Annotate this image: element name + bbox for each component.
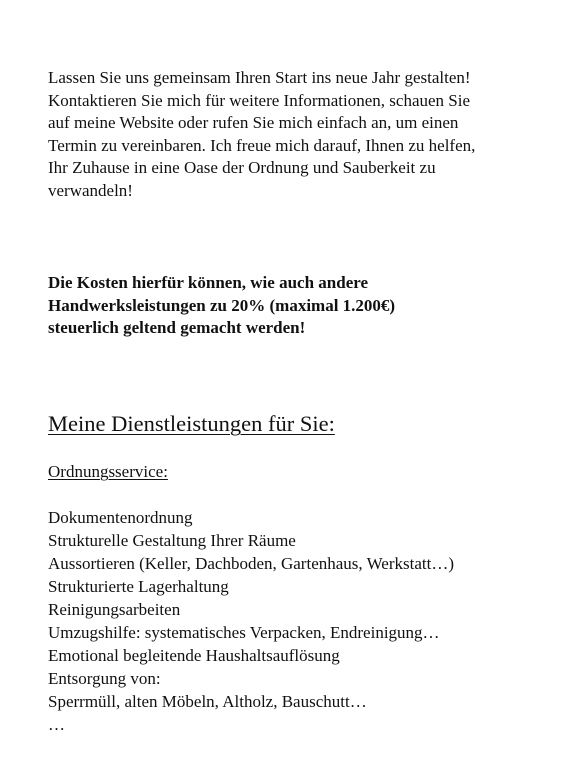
tax-notice-paragraph xyxy=(48,272,548,340)
services-subheading: Ordnungsservice: xyxy=(48,462,168,481)
service-item: Reinigungsarbeiten xyxy=(48,600,181,619)
service-list xyxy=(48,506,454,736)
tax-notice-line: Handwerksleistungen zu 20% (maximal 1.200€) xyxy=(48,295,396,315)
intro-line: Kontaktieren Sie mich für weitere Informationen, schauen Sie xyxy=(48,90,471,110)
service-item: Strukturelle Gestaltung Ihrer Räume xyxy=(48,531,296,550)
service-item: … xyxy=(48,715,65,734)
service-item: Umzugshilfe: systematisches Verpacken, Endreinigung… xyxy=(48,623,440,642)
intro-paragraph xyxy=(48,67,548,202)
tax-notice-line: Die Kosten hierfür können, wie auch andere xyxy=(48,273,369,292)
service-item: Dokumentenordnung xyxy=(48,508,193,527)
intro-line: Termin zu vereinbaren. Ich freue mich darauf, Ihnen zu helfen, xyxy=(48,135,476,155)
intro-line: Ihr Zuhause in eine Oase der Ordnung und Sauberkeit zu xyxy=(48,158,436,177)
service-item: Sperrmüll, alten Möbeln, Altholz, Bauschutt… xyxy=(48,692,367,711)
service-item: Strukturierte Lagerhaltung xyxy=(48,577,229,596)
intro-line: auf meine Website oder rufen Sie mich einfach an, um einen xyxy=(48,113,459,132)
service-item: Entsorgung von: xyxy=(48,669,161,688)
intro-line: Lassen Sie uns gemeinsam Ihren Start ins neue Jahr gestalten! xyxy=(48,68,471,87)
intro-line: verwandeln! xyxy=(48,180,133,200)
service-item: Aussortieren (Keller, Dachboden, Gartenhaus, Werkstatt…) xyxy=(48,554,454,573)
service-item: Emotional begleitende Haushaltsauflösung xyxy=(48,646,340,665)
tax-notice-line: steuerlich geltend gemacht werden! xyxy=(48,318,306,337)
services-heading: Meine Dienstleistungen für Sie: xyxy=(48,411,335,436)
